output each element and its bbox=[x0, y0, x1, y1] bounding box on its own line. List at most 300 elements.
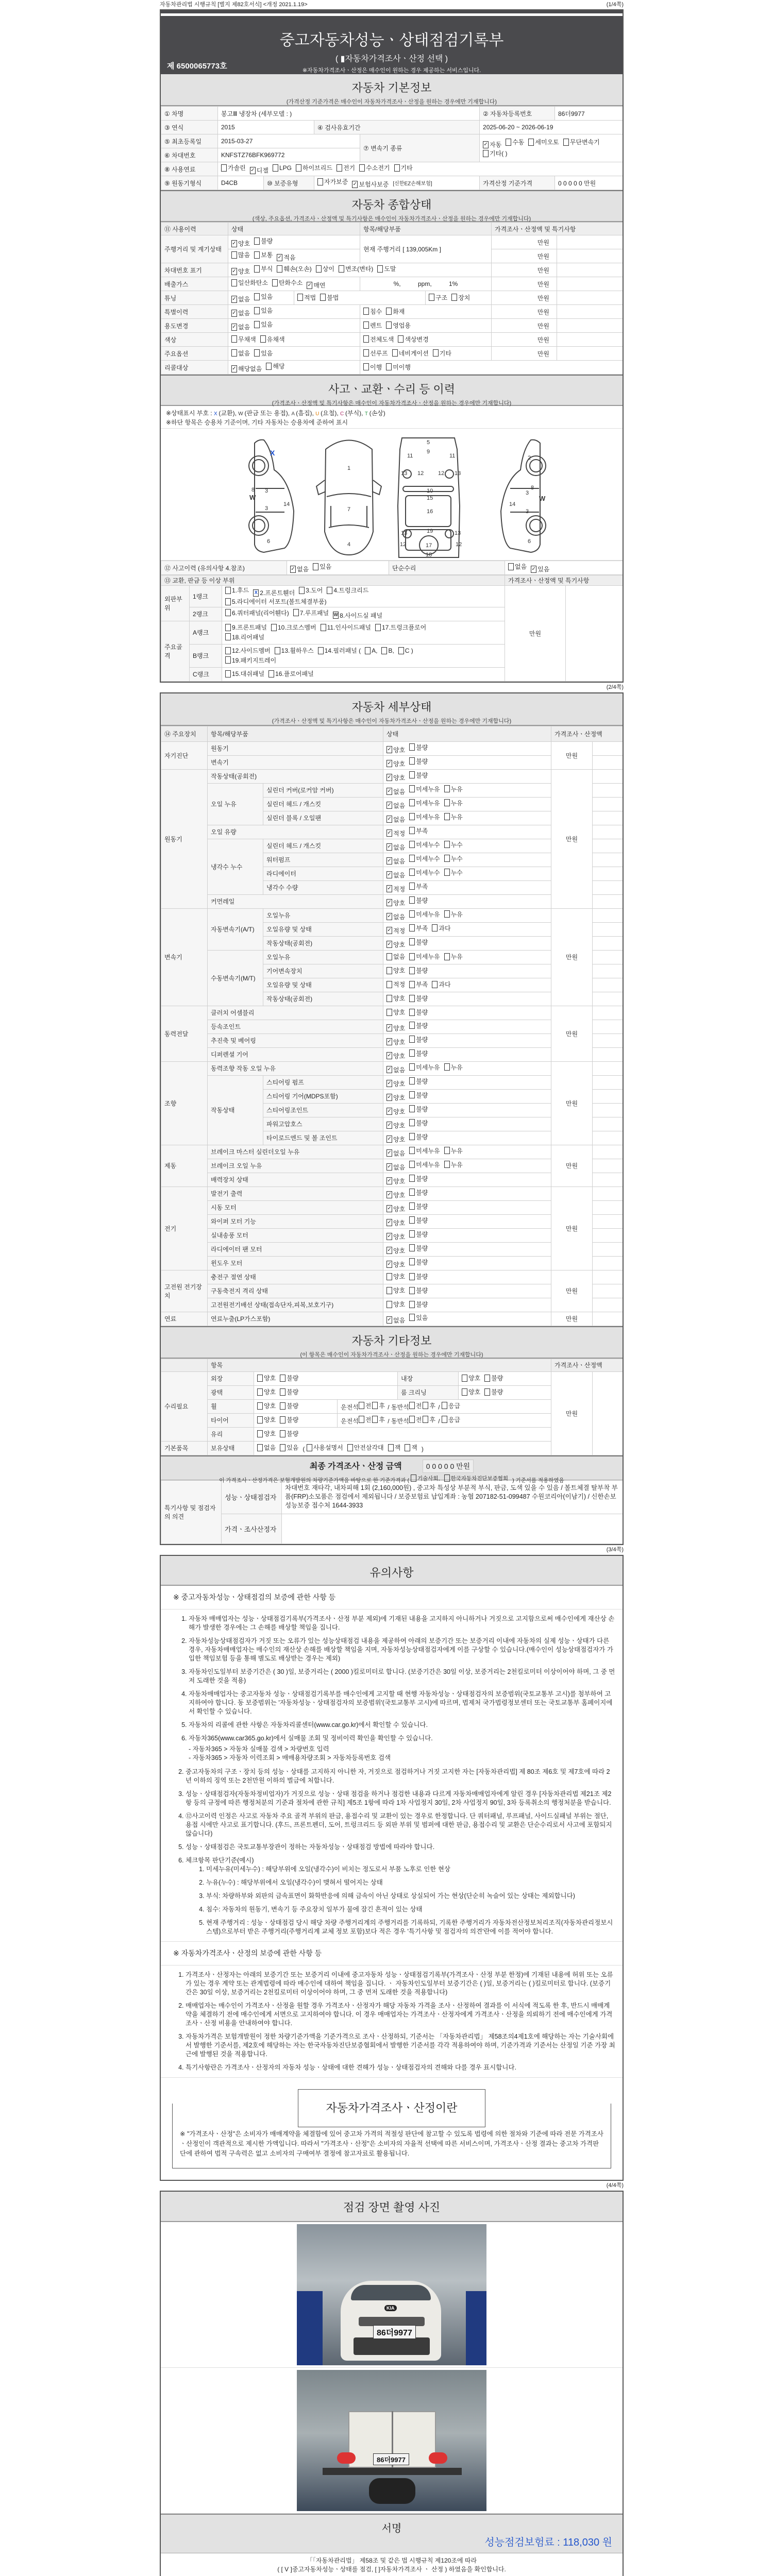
checkbox-option[interactable] bbox=[444, 785, 463, 793]
checkbox-option[interactable] bbox=[231, 364, 262, 373]
checkbox-option[interactable] bbox=[296, 163, 332, 172]
checkbox-option[interactable] bbox=[484, 1387, 503, 1396]
checkbox-option[interactable] bbox=[290, 565, 309, 573]
checkbox-option[interactable] bbox=[394, 163, 413, 172]
checkbox-option[interactable] bbox=[386, 801, 405, 810]
checkbox-option[interactable] bbox=[386, 871, 405, 879]
checkbox[interactable]: ✓ bbox=[387, 1122, 392, 1128]
checkbox-option[interactable] bbox=[231, 323, 250, 331]
checkbox-option[interactable] bbox=[339, 264, 373, 273]
checkbox[interactable] bbox=[462, 1375, 467, 1382]
checkbox-option[interactable] bbox=[231, 335, 256, 344]
checkbox-option[interactable] bbox=[231, 278, 268, 287]
checkbox-option[interactable] bbox=[337, 163, 355, 172]
checkbox[interactable]: ✓ bbox=[387, 927, 392, 933]
checkbox-option[interactable] bbox=[444, 1475, 509, 1482]
checkbox-option[interactable] bbox=[317, 177, 348, 186]
checkbox[interactable]: ✓ bbox=[387, 1261, 392, 1267]
checkbox-option[interactable] bbox=[386, 815, 405, 824]
checkbox[interactable] bbox=[444, 813, 450, 820]
checkbox[interactable]: ✓ bbox=[387, 1178, 392, 1183]
checkbox-option[interactable] bbox=[327, 586, 368, 595]
checkbox[interactable] bbox=[432, 981, 438, 988]
checkbox[interactable] bbox=[444, 953, 450, 960]
checkbox-option[interactable] bbox=[225, 669, 264, 678]
checkbox[interactable]: ✓ bbox=[387, 872, 392, 877]
checkbox-option[interactable] bbox=[266, 362, 284, 370]
checkbox-option[interactable] bbox=[254, 306, 273, 315]
checkbox-option[interactable] bbox=[333, 611, 382, 620]
checkbox[interactable] bbox=[409, 841, 415, 848]
checkbox-option[interactable] bbox=[365, 647, 377, 654]
checkbox-option[interactable] bbox=[277, 253, 295, 262]
checkbox-option[interactable] bbox=[409, 1401, 422, 1410]
checkbox-option[interactable] bbox=[386, 1246, 405, 1255]
checkbox[interactable] bbox=[254, 349, 260, 357]
checkbox[interactable]: ✓ bbox=[387, 1219, 392, 1225]
checkbox[interactable] bbox=[409, 1273, 415, 1280]
checkbox[interactable] bbox=[225, 647, 231, 654]
checkbox-option[interactable] bbox=[386, 1177, 405, 1185]
checkbox[interactable] bbox=[409, 953, 415, 960]
checkbox[interactable] bbox=[257, 1388, 263, 1396]
checkbox[interactable]: ✓ bbox=[232, 324, 237, 330]
checkbox-option[interactable] bbox=[221, 163, 246, 172]
checkbox-option[interactable] bbox=[444, 952, 463, 961]
checkbox-option[interactable] bbox=[257, 1415, 276, 1424]
checkbox[interactable] bbox=[409, 1161, 415, 1168]
checkbox-option[interactable] bbox=[444, 854, 463, 863]
checkbox-option[interactable] bbox=[260, 335, 285, 344]
checkbox-option[interactable] bbox=[347, 1443, 384, 1452]
checkbox-option[interactable] bbox=[432, 924, 450, 933]
checkbox[interactable] bbox=[563, 139, 569, 146]
checkbox-option[interactable] bbox=[409, 1174, 428, 1183]
checkbox[interactable]: ✓ bbox=[387, 1108, 392, 1114]
checkbox[interactable] bbox=[381, 647, 387, 654]
checkbox-option[interactable] bbox=[321, 623, 371, 632]
checkbox-option[interactable] bbox=[405, 1443, 417, 1452]
checkbox[interactable] bbox=[409, 981, 415, 988]
checkbox-option[interactable] bbox=[257, 1387, 276, 1396]
checkbox[interactable] bbox=[409, 1416, 415, 1423]
checkbox[interactable]: ✓ bbox=[307, 282, 312, 288]
checkbox[interactable] bbox=[327, 587, 332, 594]
checkbox[interactable] bbox=[398, 647, 404, 654]
checkbox-option[interactable] bbox=[386, 1079, 405, 1088]
checkbox-option[interactable] bbox=[280, 1415, 298, 1424]
checkbox-option[interactable] bbox=[409, 1063, 440, 1072]
checkbox[interactable]: ✓ bbox=[250, 167, 255, 173]
checkbox[interactable]: ✓ bbox=[387, 1247, 392, 1253]
checkbox[interactable]: X bbox=[253, 589, 259, 597]
checkbox-option[interactable] bbox=[409, 812, 440, 821]
checkbox[interactable] bbox=[386, 308, 392, 315]
checkbox-option[interactable] bbox=[531, 565, 549, 573]
checkbox-option[interactable] bbox=[409, 1230, 428, 1239]
checkbox-option[interactable] bbox=[386, 899, 405, 907]
checkbox-option[interactable] bbox=[386, 966, 405, 975]
checkbox[interactable] bbox=[409, 1287, 415, 1294]
checkbox-option[interactable] bbox=[409, 1415, 422, 1424]
checkbox[interactable] bbox=[409, 1091, 415, 1098]
checkbox-option[interactable] bbox=[483, 140, 501, 149]
checkbox[interactable] bbox=[444, 1147, 450, 1154]
checkbox[interactable] bbox=[429, 294, 434, 301]
checkbox-option[interactable] bbox=[386, 1052, 405, 1060]
checkbox[interactable] bbox=[409, 1036, 415, 1043]
checkbox[interactable] bbox=[316, 265, 322, 273]
checkbox-option[interactable] bbox=[386, 787, 405, 796]
checkbox-option[interactable] bbox=[231, 309, 250, 317]
checkbox-option[interactable] bbox=[386, 1260, 405, 1269]
checkbox[interactable]: ✓ bbox=[387, 1164, 392, 1170]
checkbox-option[interactable] bbox=[386, 363, 411, 371]
checkbox[interactable] bbox=[231, 335, 237, 343]
checkbox[interactable] bbox=[320, 294, 326, 301]
checkbox-option[interactable] bbox=[409, 868, 440, 877]
checkbox[interactable] bbox=[409, 1244, 415, 1251]
checkbox[interactable]: ✓ bbox=[291, 566, 295, 572]
checkbox[interactable] bbox=[409, 757, 415, 765]
checkbox[interactable]: ✓ bbox=[387, 900, 392, 905]
checkbox[interactable] bbox=[272, 279, 278, 286]
checkbox-option[interactable] bbox=[409, 1146, 440, 1155]
checkbox-option[interactable] bbox=[386, 745, 405, 754]
checkbox-option[interactable] bbox=[386, 912, 405, 921]
checkbox-option[interactable] bbox=[409, 1258, 428, 1266]
checkbox[interactable]: ✓ bbox=[387, 844, 392, 850]
checkbox[interactable] bbox=[257, 1416, 263, 1423]
checkbox[interactable] bbox=[409, 1022, 415, 1029]
checkbox-option[interactable] bbox=[377, 264, 396, 273]
checkbox-option[interactable] bbox=[442, 1401, 460, 1410]
checkbox[interactable] bbox=[359, 164, 365, 172]
checkbox[interactable]: ✓ bbox=[232, 240, 237, 246]
checkbox[interactable] bbox=[528, 139, 534, 146]
checkbox[interactable]: ✓ bbox=[387, 830, 392, 836]
checkbox-option[interactable] bbox=[409, 840, 440, 849]
checkbox[interactable] bbox=[409, 827, 415, 834]
checkbox-option[interactable] bbox=[409, 882, 428, 891]
checkbox-option[interactable] bbox=[506, 138, 524, 146]
checkbox[interactable]: ✓ bbox=[387, 1080, 392, 1086]
checkbox[interactable] bbox=[257, 1444, 263, 1451]
checkbox[interactable] bbox=[365, 647, 371, 654]
checkbox-option[interactable] bbox=[386, 829, 405, 838]
checkbox[interactable] bbox=[409, 1189, 415, 1196]
checkbox-option[interactable] bbox=[386, 980, 405, 989]
checkbox[interactable] bbox=[231, 251, 237, 259]
checkbox[interactable] bbox=[484, 1375, 490, 1382]
checkbox[interactable] bbox=[484, 1388, 490, 1396]
checkbox-option[interactable] bbox=[409, 1008, 428, 1016]
checkbox-option[interactable] bbox=[388, 1443, 401, 1452]
checkbox-option[interactable] bbox=[231, 267, 250, 276]
checkbox-option[interactable] bbox=[392, 349, 429, 358]
checkbox[interactable]: ✓ bbox=[387, 1039, 392, 1044]
checkbox-option[interactable] bbox=[409, 1272, 428, 1281]
checkbox-option[interactable] bbox=[386, 843, 405, 852]
checkbox-option[interactable] bbox=[409, 1313, 428, 1322]
checkbox[interactable] bbox=[405, 1444, 410, 1451]
checkbox[interactable] bbox=[225, 598, 231, 605]
checkbox[interactable] bbox=[254, 293, 260, 300]
checkbox-option[interactable] bbox=[386, 1149, 405, 1158]
checkbox-option[interactable] bbox=[432, 980, 450, 989]
checkbox[interactable] bbox=[386, 363, 392, 370]
checkbox-option[interactable] bbox=[409, 1035, 428, 1044]
checkbox[interactable]: ✓ bbox=[387, 886, 392, 891]
checkbox-option[interactable] bbox=[386, 1065, 405, 1074]
checkbox-option[interactable] bbox=[386, 1272, 405, 1281]
checkbox-option[interactable] bbox=[253, 588, 295, 597]
checkbox[interactable] bbox=[508, 563, 514, 570]
checkbox-option[interactable] bbox=[225, 608, 289, 617]
checkbox-option[interactable] bbox=[363, 349, 388, 358]
checkbox[interactable] bbox=[266, 363, 272, 370]
checkbox[interactable] bbox=[359, 1416, 364, 1423]
checkbox-option[interactable] bbox=[411, 1475, 440, 1482]
checkbox[interactable] bbox=[444, 1475, 450, 1482]
checkbox-option[interactable] bbox=[254, 349, 273, 358]
checkbox-option[interactable] bbox=[433, 349, 451, 358]
checkbox[interactable] bbox=[444, 910, 450, 918]
checkbox[interactable] bbox=[433, 349, 439, 357]
checkbox[interactable] bbox=[409, 1119, 415, 1126]
checkbox[interactable] bbox=[317, 178, 323, 185]
checkbox[interactable]: ✓ bbox=[387, 913, 392, 919]
checkbox-option[interactable] bbox=[386, 1107, 405, 1116]
checkbox-option[interactable] bbox=[444, 840, 463, 849]
checkbox[interactable]: ✓ bbox=[232, 310, 237, 316]
checkbox[interactable] bbox=[273, 164, 278, 172]
checkbox-option[interactable] bbox=[299, 586, 323, 595]
checkbox-option[interactable] bbox=[386, 926, 405, 935]
checkbox[interactable] bbox=[337, 164, 342, 172]
checkbox[interactable] bbox=[386, 967, 392, 974]
checkbox[interactable] bbox=[409, 1216, 415, 1224]
checkbox[interactable] bbox=[386, 1287, 392, 1294]
checkbox-option[interactable] bbox=[423, 1401, 435, 1410]
checkbox[interactable] bbox=[483, 150, 489, 157]
checkbox-option[interactable] bbox=[386, 1232, 405, 1241]
checkbox[interactable] bbox=[231, 349, 237, 357]
checkbox[interactable] bbox=[254, 265, 260, 273]
checkbox-option[interactable] bbox=[372, 1401, 385, 1410]
checkbox[interactable] bbox=[339, 265, 344, 273]
checkbox-option[interactable] bbox=[409, 1286, 428, 1295]
checkbox[interactable] bbox=[409, 1230, 415, 1238]
checkbox-option[interactable] bbox=[257, 1401, 276, 1410]
checkbox-option[interactable] bbox=[307, 1443, 343, 1452]
checkbox-option[interactable] bbox=[225, 656, 276, 665]
checkbox-option[interactable] bbox=[280, 1401, 298, 1410]
checkbox[interactable] bbox=[375, 624, 381, 631]
checkbox-option[interactable] bbox=[386, 1008, 405, 1016]
checkbox[interactable] bbox=[409, 1063, 415, 1071]
checkbox-option[interactable] bbox=[307, 281, 325, 290]
checkbox[interactable] bbox=[409, 896, 415, 904]
checkbox[interactable] bbox=[363, 349, 369, 357]
checkbox[interactable]: ✓ bbox=[387, 788, 392, 794]
checkbox[interactable] bbox=[409, 743, 415, 751]
checkbox-option[interactable] bbox=[318, 646, 361, 655]
checkbox-option[interactable] bbox=[231, 349, 250, 358]
checkbox-option[interactable] bbox=[409, 1105, 428, 1113]
checkbox-option[interactable] bbox=[275, 646, 314, 655]
checkbox[interactable] bbox=[280, 1416, 285, 1423]
checkbox-option[interactable] bbox=[409, 799, 440, 807]
checkbox[interactable]: ✓ bbox=[387, 1150, 392, 1156]
checkbox[interactable] bbox=[268, 670, 274, 677]
checkbox[interactable] bbox=[409, 1147, 415, 1154]
checkbox-option[interactable] bbox=[451, 293, 470, 302]
checkbox-option[interactable] bbox=[386, 1163, 405, 1172]
checkbox[interactable] bbox=[444, 855, 450, 862]
checkbox-option[interactable] bbox=[409, 938, 428, 946]
checkbox-option[interactable] bbox=[359, 1401, 372, 1410]
checkbox-option[interactable] bbox=[444, 799, 463, 807]
checkbox-option[interactable] bbox=[257, 1443, 276, 1452]
checkbox-option[interactable] bbox=[280, 1374, 298, 1382]
checkbox[interactable] bbox=[409, 910, 415, 918]
checkbox[interactable] bbox=[225, 670, 231, 677]
checkbox[interactable] bbox=[409, 1105, 415, 1112]
checkbox-option[interactable] bbox=[442, 1415, 460, 1424]
checkbox[interactable] bbox=[254, 238, 260, 245]
checkbox-option[interactable] bbox=[225, 633, 264, 641]
checkbox[interactable] bbox=[297, 294, 303, 301]
checkbox[interactable] bbox=[409, 869, 415, 876]
checkbox[interactable]: ✓ bbox=[387, 1066, 392, 1072]
checkbox-option[interactable] bbox=[231, 239, 250, 248]
checkbox[interactable]: ✓ bbox=[387, 1206, 392, 1211]
checkbox[interactable] bbox=[363, 363, 369, 370]
checkbox[interactable] bbox=[318, 647, 324, 654]
checkbox[interactable] bbox=[451, 294, 457, 301]
checkbox-option[interactable] bbox=[409, 1077, 428, 1086]
checkbox-option[interactable] bbox=[409, 757, 428, 766]
checkbox-option[interactable] bbox=[372, 1415, 385, 1424]
checkbox-option[interactable] bbox=[257, 1429, 276, 1438]
checkbox[interactable] bbox=[409, 855, 415, 862]
checkbox[interactable]: ✓ bbox=[387, 1094, 392, 1100]
checkbox-option[interactable] bbox=[225, 646, 271, 655]
checkbox[interactable] bbox=[409, 995, 415, 1002]
checkbox-option[interactable] bbox=[409, 854, 440, 863]
checkbox[interactable] bbox=[386, 1009, 392, 1016]
checkbox[interactable] bbox=[363, 308, 369, 315]
checkbox[interactable] bbox=[444, 841, 450, 848]
checkbox[interactable] bbox=[423, 1402, 428, 1409]
checkbox-option[interactable] bbox=[254, 236, 273, 245]
checkbox[interactable] bbox=[280, 1430, 285, 1437]
checkbox-option[interactable] bbox=[444, 1146, 463, 1155]
checkbox[interactable] bbox=[409, 1077, 415, 1084]
checkbox-option[interactable] bbox=[297, 293, 316, 302]
checkbox-option[interactable] bbox=[409, 771, 428, 779]
checkbox-option[interactable] bbox=[444, 1160, 463, 1169]
checkbox-option[interactable] bbox=[409, 1188, 428, 1197]
checkbox-option[interactable] bbox=[462, 1387, 480, 1396]
checkbox[interactable]: ✓ bbox=[387, 1025, 392, 1030]
checkbox[interactable] bbox=[409, 1258, 415, 1265]
checkbox-option[interactable] bbox=[409, 1202, 428, 1211]
checkbox[interactable] bbox=[299, 587, 305, 594]
checkbox-option[interactable] bbox=[316, 264, 334, 273]
checkbox[interactable] bbox=[225, 633, 231, 640]
checkbox[interactable] bbox=[409, 1202, 415, 1210]
checkbox-option[interactable] bbox=[352, 180, 389, 189]
checkbox-option[interactable] bbox=[508, 562, 527, 571]
checkbox-option[interactable] bbox=[386, 1300, 405, 1309]
checkbox[interactable]: ✓ bbox=[232, 268, 237, 274]
checkbox[interactable]: ✓ bbox=[352, 181, 358, 187]
checkbox[interactable] bbox=[411, 1475, 416, 1482]
checkbox-option[interactable] bbox=[444, 910, 463, 919]
checkbox[interactable] bbox=[432, 924, 438, 931]
checkbox[interactable] bbox=[386, 321, 392, 329]
checkbox-option[interactable] bbox=[444, 812, 463, 821]
checkbox[interactable] bbox=[409, 883, 415, 890]
checkbox[interactable] bbox=[225, 609, 231, 616]
checkbox[interactable] bbox=[444, 869, 450, 876]
checkbox-option[interactable] bbox=[409, 1244, 428, 1252]
checkbox[interactable] bbox=[260, 335, 266, 343]
checkbox[interactable]: ✓ bbox=[387, 816, 392, 822]
checkbox[interactable] bbox=[442, 1402, 447, 1409]
checkbox[interactable] bbox=[392, 349, 398, 357]
checkbox[interactable]: ✓ bbox=[387, 1053, 392, 1058]
checkbox[interactable] bbox=[409, 1133, 415, 1140]
checkbox-option[interactable] bbox=[272, 278, 303, 287]
checkbox-option[interactable] bbox=[280, 1443, 298, 1452]
checkbox[interactable] bbox=[363, 321, 369, 329]
checkbox-option[interactable] bbox=[386, 773, 405, 782]
checkbox[interactable] bbox=[363, 335, 369, 343]
checkbox-option[interactable] bbox=[386, 1286, 405, 1295]
checkbox-option[interactable] bbox=[363, 335, 394, 344]
checkbox-option[interactable] bbox=[398, 335, 428, 344]
checkbox[interactable] bbox=[372, 1402, 378, 1409]
checkbox-option[interactable] bbox=[254, 250, 273, 259]
checkbox-option[interactable] bbox=[409, 910, 440, 919]
checkbox[interactable] bbox=[386, 953, 392, 960]
checkbox-option[interactable] bbox=[409, 924, 428, 933]
checkbox-option[interactable] bbox=[386, 1024, 405, 1032]
checkbox[interactable] bbox=[409, 1175, 415, 1182]
checkbox-option[interactable] bbox=[386, 952, 405, 961]
checkbox-option[interactable] bbox=[409, 826, 428, 835]
checkbox[interactable] bbox=[225, 587, 231, 594]
checkbox[interactable] bbox=[442, 1416, 447, 1423]
checkbox[interactable] bbox=[257, 1430, 263, 1437]
checkbox[interactable] bbox=[221, 164, 227, 172]
checkbox-option[interactable] bbox=[444, 1063, 463, 1072]
checkbox-option[interactable] bbox=[429, 293, 447, 302]
checkbox-option[interactable] bbox=[381, 647, 394, 654]
checkbox-option[interactable] bbox=[409, 1160, 440, 1169]
checkbox[interactable]: ✓ bbox=[277, 254, 282, 260]
checkbox[interactable] bbox=[372, 1416, 378, 1423]
checkbox-option[interactable] bbox=[409, 966, 428, 975]
checkbox[interactable] bbox=[296, 164, 301, 172]
checkbox-option[interactable] bbox=[409, 896, 428, 905]
checkbox-option[interactable] bbox=[254, 264, 273, 273]
checkbox[interactable] bbox=[409, 1009, 415, 1016]
checkbox[interactable] bbox=[254, 251, 260, 259]
